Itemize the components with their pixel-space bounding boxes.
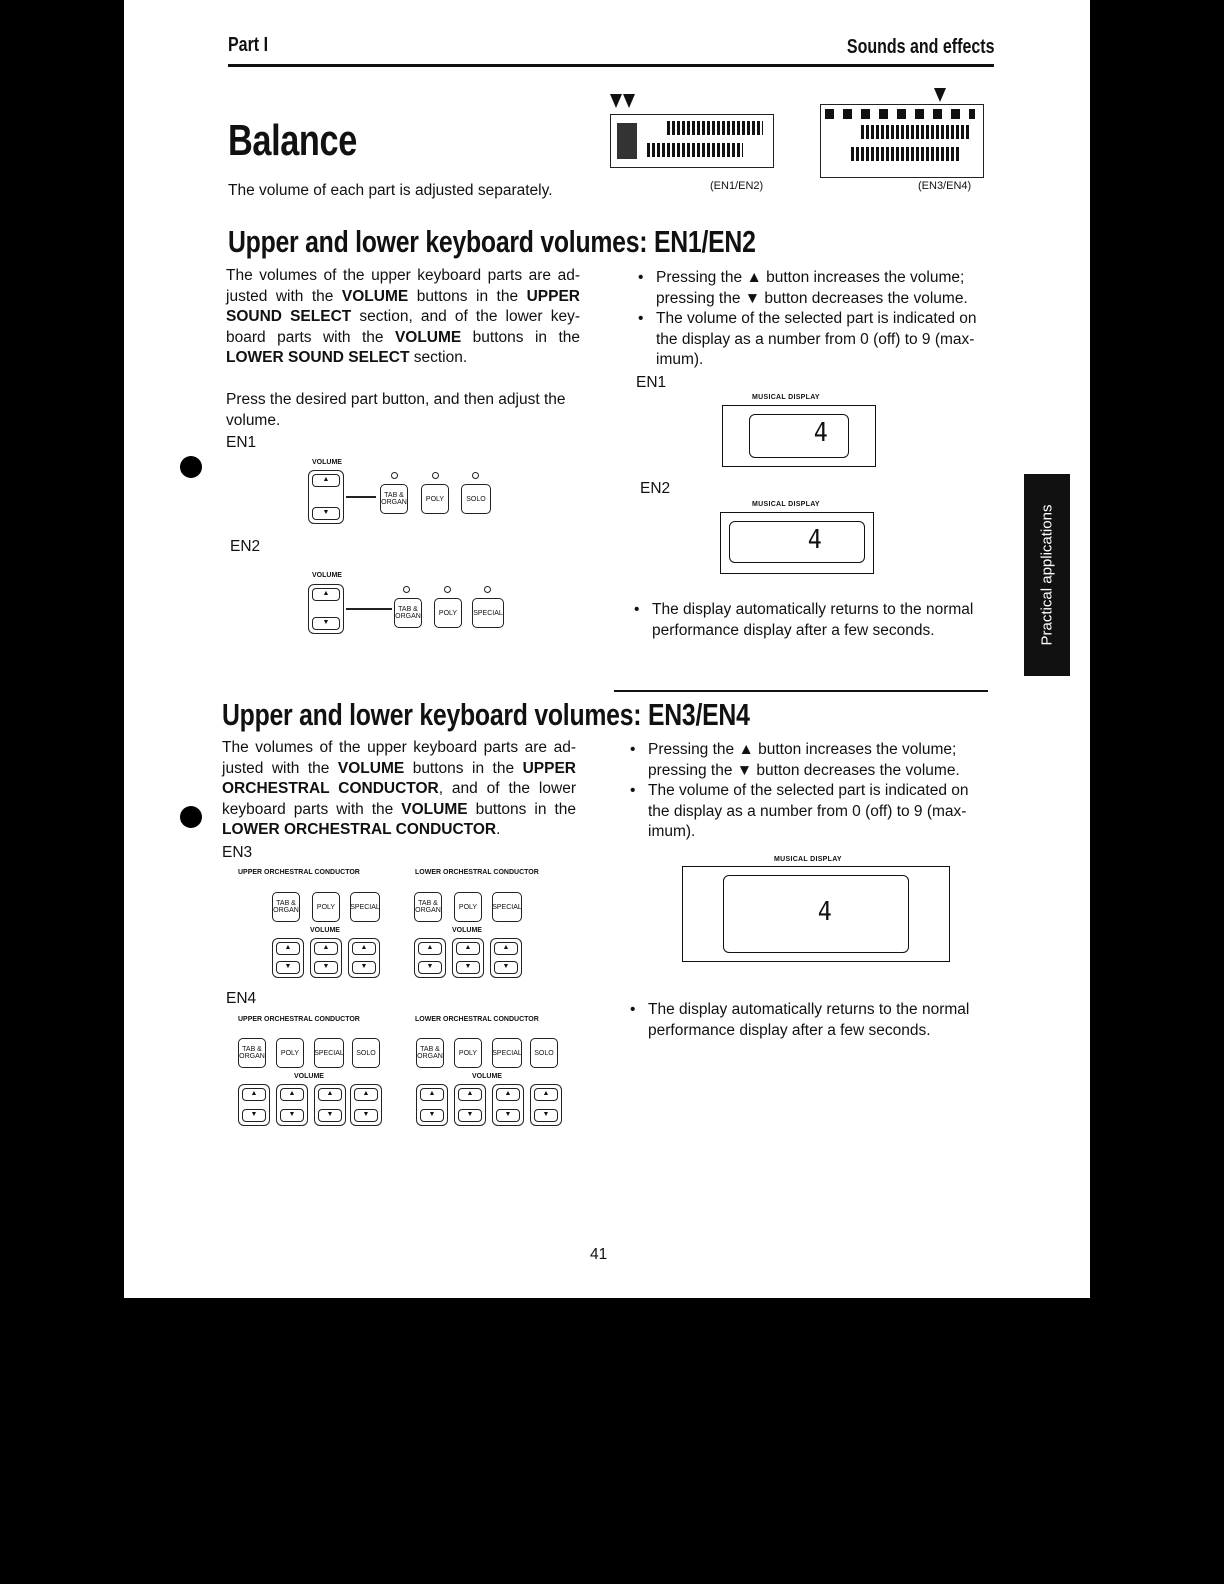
bullet-item: • The display automatically returns to the normal performance display after a few seconds. <box>628 1000 990 1041</box>
en1-label: EN1 <box>226 434 257 451</box>
volume-up-button[interactable]: ▲ <box>352 942 376 955</box>
volume-down-button[interactable]: ▼ <box>418 961 442 974</box>
indicator-led <box>432 472 439 479</box>
volume-up-button[interactable]: ▲ <box>496 1088 520 1101</box>
musical-display-en1 <box>722 405 876 467</box>
musical-display-caption: MUSICAL DISPLAY <box>752 501 820 508</box>
section1-bullets <box>636 268 994 371</box>
volume-up-button[interactable]: ▲ <box>456 942 480 955</box>
volume-down-button[interactable]: ▼ <box>312 507 340 520</box>
volume-buttons[interactable] <box>308 470 344 524</box>
section-side-tab: Practical applications <box>1024 474 1070 676</box>
display-en1-label: EN1 <box>636 374 667 391</box>
volume-down-button[interactable]: ▼ <box>458 1109 482 1122</box>
volume-up-button[interactable]: ▲ <box>420 1088 444 1101</box>
display-en2-label: EN2 <box>640 480 671 497</box>
volume-up-button[interactable]: ▲ <box>534 1088 558 1101</box>
lower-tab-organ-button[interactable]: TAB & ORGAN <box>414 892 442 922</box>
section2-bullets <box>628 740 990 843</box>
volume-buttons[interactable] <box>414 938 446 978</box>
solo-button[interactable]: SOLO <box>461 484 491 514</box>
volume-buttons[interactable] <box>314 1084 346 1126</box>
volume-buttons[interactable] <box>310 938 342 978</box>
volume-label: VOLUME <box>310 927 340 934</box>
lower-special-button[interactable]: SPECIAL <box>492 892 522 922</box>
tab-organ-button[interactable]: TAB & ORGAN <box>394 598 422 628</box>
display-value: 4 <box>813 418 828 448</box>
volume-up-button[interactable]: ▲ <box>276 942 300 955</box>
volume-down-button[interactable]: ▼ <box>314 961 338 974</box>
upper-tab-organ-button[interactable]: TAB & ORGAN <box>238 1038 266 1068</box>
lower-conductor-label: LOWER ORCHESTRAL CONDUCTOR <box>415 1016 539 1023</box>
keyboard-keys <box>851 147 961 161</box>
volume-up-button[interactable]: ▲ <box>458 1088 482 1101</box>
volume-buttons[interactable] <box>350 1084 382 1126</box>
volume-up-button[interactable]: ▲ <box>312 474 340 487</box>
keyboard-keys <box>861 125 971 139</box>
poly-button[interactable]: POLY <box>421 484 449 514</box>
section1-heading: Upper and lower keyboard volumes: EN1/EN2 <box>228 224 756 259</box>
section2-heading: Upper and lower keyboard volumes: EN3/EN4 <box>222 697 750 732</box>
bullet-item: • The display automatically returns to the normal performance display after a few seconds. <box>632 600 994 641</box>
manual-page <box>124 0 1090 1298</box>
volume-buttons[interactable] <box>530 1084 562 1126</box>
volume-up-button[interactable]: ▲ <box>418 942 442 955</box>
keyboard-keys <box>647 143 743 157</box>
musical-display-en3-en4 <box>682 866 950 962</box>
panel-outline <box>610 114 774 168</box>
volume-up-button[interactable]: ▲ <box>354 1088 378 1101</box>
intro-text: The volume of each part is adjusted separately. <box>228 182 553 199</box>
volume-label: VOLUME <box>312 459 342 466</box>
display-value: 4 <box>807 525 822 555</box>
upper-poly-button[interactable]: POLY <box>312 892 340 922</box>
lower-tab-organ-button[interactable]: TAB & ORGAN <box>416 1038 444 1068</box>
en4-label: EN4 <box>226 990 257 1007</box>
volume-buttons[interactable] <box>276 1084 308 1126</box>
musical-display-caption: MUSICAL DISPLAY <box>752 394 820 401</box>
volume-down-button[interactable]: ▼ <box>318 1109 342 1122</box>
display-value: 4 <box>817 897 832 927</box>
upper-special-button[interactable]: SPECIAL <box>350 892 380 922</box>
header-section: Sounds and effects <box>846 36 994 58</box>
upper-solo-button[interactable]: SOLO <box>352 1038 380 1068</box>
volume-label: VOLUME <box>472 1073 502 1080</box>
volume-down-button[interactable]: ▼ <box>242 1109 266 1122</box>
section1-note <box>632 600 994 641</box>
volume-buttons[interactable] <box>416 1084 448 1126</box>
panel-thumbnail-en3-en4 <box>820 88 984 178</box>
header-rule <box>228 64 994 67</box>
volume-buttons[interactable] <box>238 1084 270 1126</box>
volume-down-button[interactable]: ▼ <box>496 1109 520 1122</box>
upper-conductor-label: UPPER ORCHESTRAL CONDUCTOR <box>238 1016 360 1023</box>
volume-down-button[interactable]: ▼ <box>354 1109 378 1122</box>
volume-up-button[interactable]: ▲ <box>494 942 518 955</box>
en2-label: EN2 <box>230 538 261 555</box>
keyboard-keys <box>667 121 763 135</box>
section-rule <box>614 690 988 692</box>
pointer-arrow-icon <box>623 94 635 108</box>
volume-buttons[interactable] <box>490 938 522 978</box>
volume-up-button[interactable]: ▲ <box>314 942 338 955</box>
volume-buttons[interactable] <box>272 938 304 978</box>
bullet-item: • Pressing the ▲ button increases the volume; pressing the ▼ button decreases the volume. <box>636 268 994 309</box>
upper-tab-organ-button[interactable]: TAB & ORGAN <box>272 892 300 922</box>
section1-paragraph: The volumes of the upper keyboard parts are ad-justed with the VOLUME buttons in the UPPER SOUND SELECT section, and of the lower key-board parts with the VOLUME buttons in the LOWER SOUND SELECT section. <box>226 267 580 366</box>
en3-label: EN3 <box>222 844 253 861</box>
indicator-led <box>444 586 451 593</box>
indicator-led <box>472 472 479 479</box>
volume-down-button[interactable]: ▼ <box>420 1109 444 1122</box>
volume-down-button[interactable]: ▼ <box>494 961 518 974</box>
section1-instruction: Press the desired part button, and then adjust the volume. <box>226 391 566 429</box>
binding-hole <box>180 806 202 828</box>
volume-down-button[interactable]: ▼ <box>456 961 480 974</box>
upper-poly-button[interactable]: POLY <box>276 1038 304 1068</box>
lower-conductor-label: LOWER ORCHESTRAL CONDUCTOR <box>415 869 539 876</box>
panel-thumbnail-en1-en2 <box>610 94 774 176</box>
musical-display-en2 <box>720 512 874 574</box>
special-button[interactable]: SPECIAL <box>472 598 504 628</box>
volume-buttons[interactable] <box>454 1084 486 1126</box>
volume-buttons[interactable] <box>308 584 344 634</box>
lower-solo-button[interactable]: SOLO <box>530 1038 558 1068</box>
volume-up-button[interactable]: ▲ <box>242 1088 266 1101</box>
page-title: Balance <box>228 116 357 165</box>
volume-label: VOLUME <box>452 927 482 934</box>
section2-note <box>628 1000 990 1041</box>
tab-organ-button[interactable]: TAB & ORGAN <box>380 484 408 514</box>
bullet-item: • Pressing the ▲ button increases the volume; pressing the ▼ button decreases the volume. <box>628 740 990 781</box>
indicator-led <box>403 586 410 593</box>
bullet-item: • The volume of the selected part is indicated on the display as a number from 0 (off) to 9 (max-imum). <box>636 309 994 371</box>
indicator-led <box>391 472 398 479</box>
lower-special-button[interactable]: SPECIAL <box>492 1038 522 1068</box>
lower-poly-button[interactable]: POLY <box>454 1038 482 1068</box>
page-number: 41 <box>590 1246 608 1263</box>
volume-down-button[interactable]: ▼ <box>276 961 300 974</box>
volume-label: VOLUME <box>294 1073 324 1080</box>
volume-label: VOLUME <box>312 572 342 579</box>
poly-button[interactable]: POLY <box>434 598 462 628</box>
section2-paragraph: The volumes of the upper keyboard parts are ad-justed with the VOLUME buttons in the UPPER ORCHESTRAL CONDUCTOR, and of the lower keyboard parts with the VOLUME buttons in the LOWER ORCHESTRAL CONDUCTOR. <box>222 739 577 838</box>
thumb-caption-en3-en4: (EN3/EN4) <box>918 180 972 192</box>
binding-hole <box>180 456 202 478</box>
volume-buttons[interactable] <box>348 938 380 978</box>
volume-up-button[interactable]: ▲ <box>312 588 340 601</box>
volume-down-button[interactable]: ▼ <box>280 1109 304 1122</box>
indicator-led <box>484 586 491 593</box>
thumb-caption-en1-en2: (EN1/EN2) <box>710 180 764 192</box>
upper-special-button[interactable]: SPECIAL <box>314 1038 344 1068</box>
volume-buttons[interactable] <box>492 1084 524 1126</box>
upper-conductor-label: UPPER ORCHESTRAL CONDUCTOR <box>238 869 360 876</box>
volume-down-button[interactable]: ▼ <box>312 617 340 630</box>
volume-up-button[interactable]: ▲ <box>318 1088 342 1101</box>
volume-down-button[interactable]: ▼ <box>352 961 376 974</box>
musical-display-caption: MUSICAL DISPLAY <box>774 856 842 863</box>
lower-poly-button[interactable]: POLY <box>454 892 482 922</box>
pointer-arrow-icon <box>934 88 946 102</box>
panel-outline <box>820 104 984 178</box>
volume-up-button[interactable]: ▲ <box>280 1088 304 1101</box>
volume-buttons[interactable] <box>452 938 484 978</box>
volume-down-button[interactable]: ▼ <box>534 1109 558 1122</box>
bullet-item: • The volume of the selected part is indicated on the display as a number from 0 (off) to 9 (max-imum). <box>628 781 990 843</box>
header-part: Part I <box>228 34 269 56</box>
pointer-arrow-icon <box>610 94 622 108</box>
